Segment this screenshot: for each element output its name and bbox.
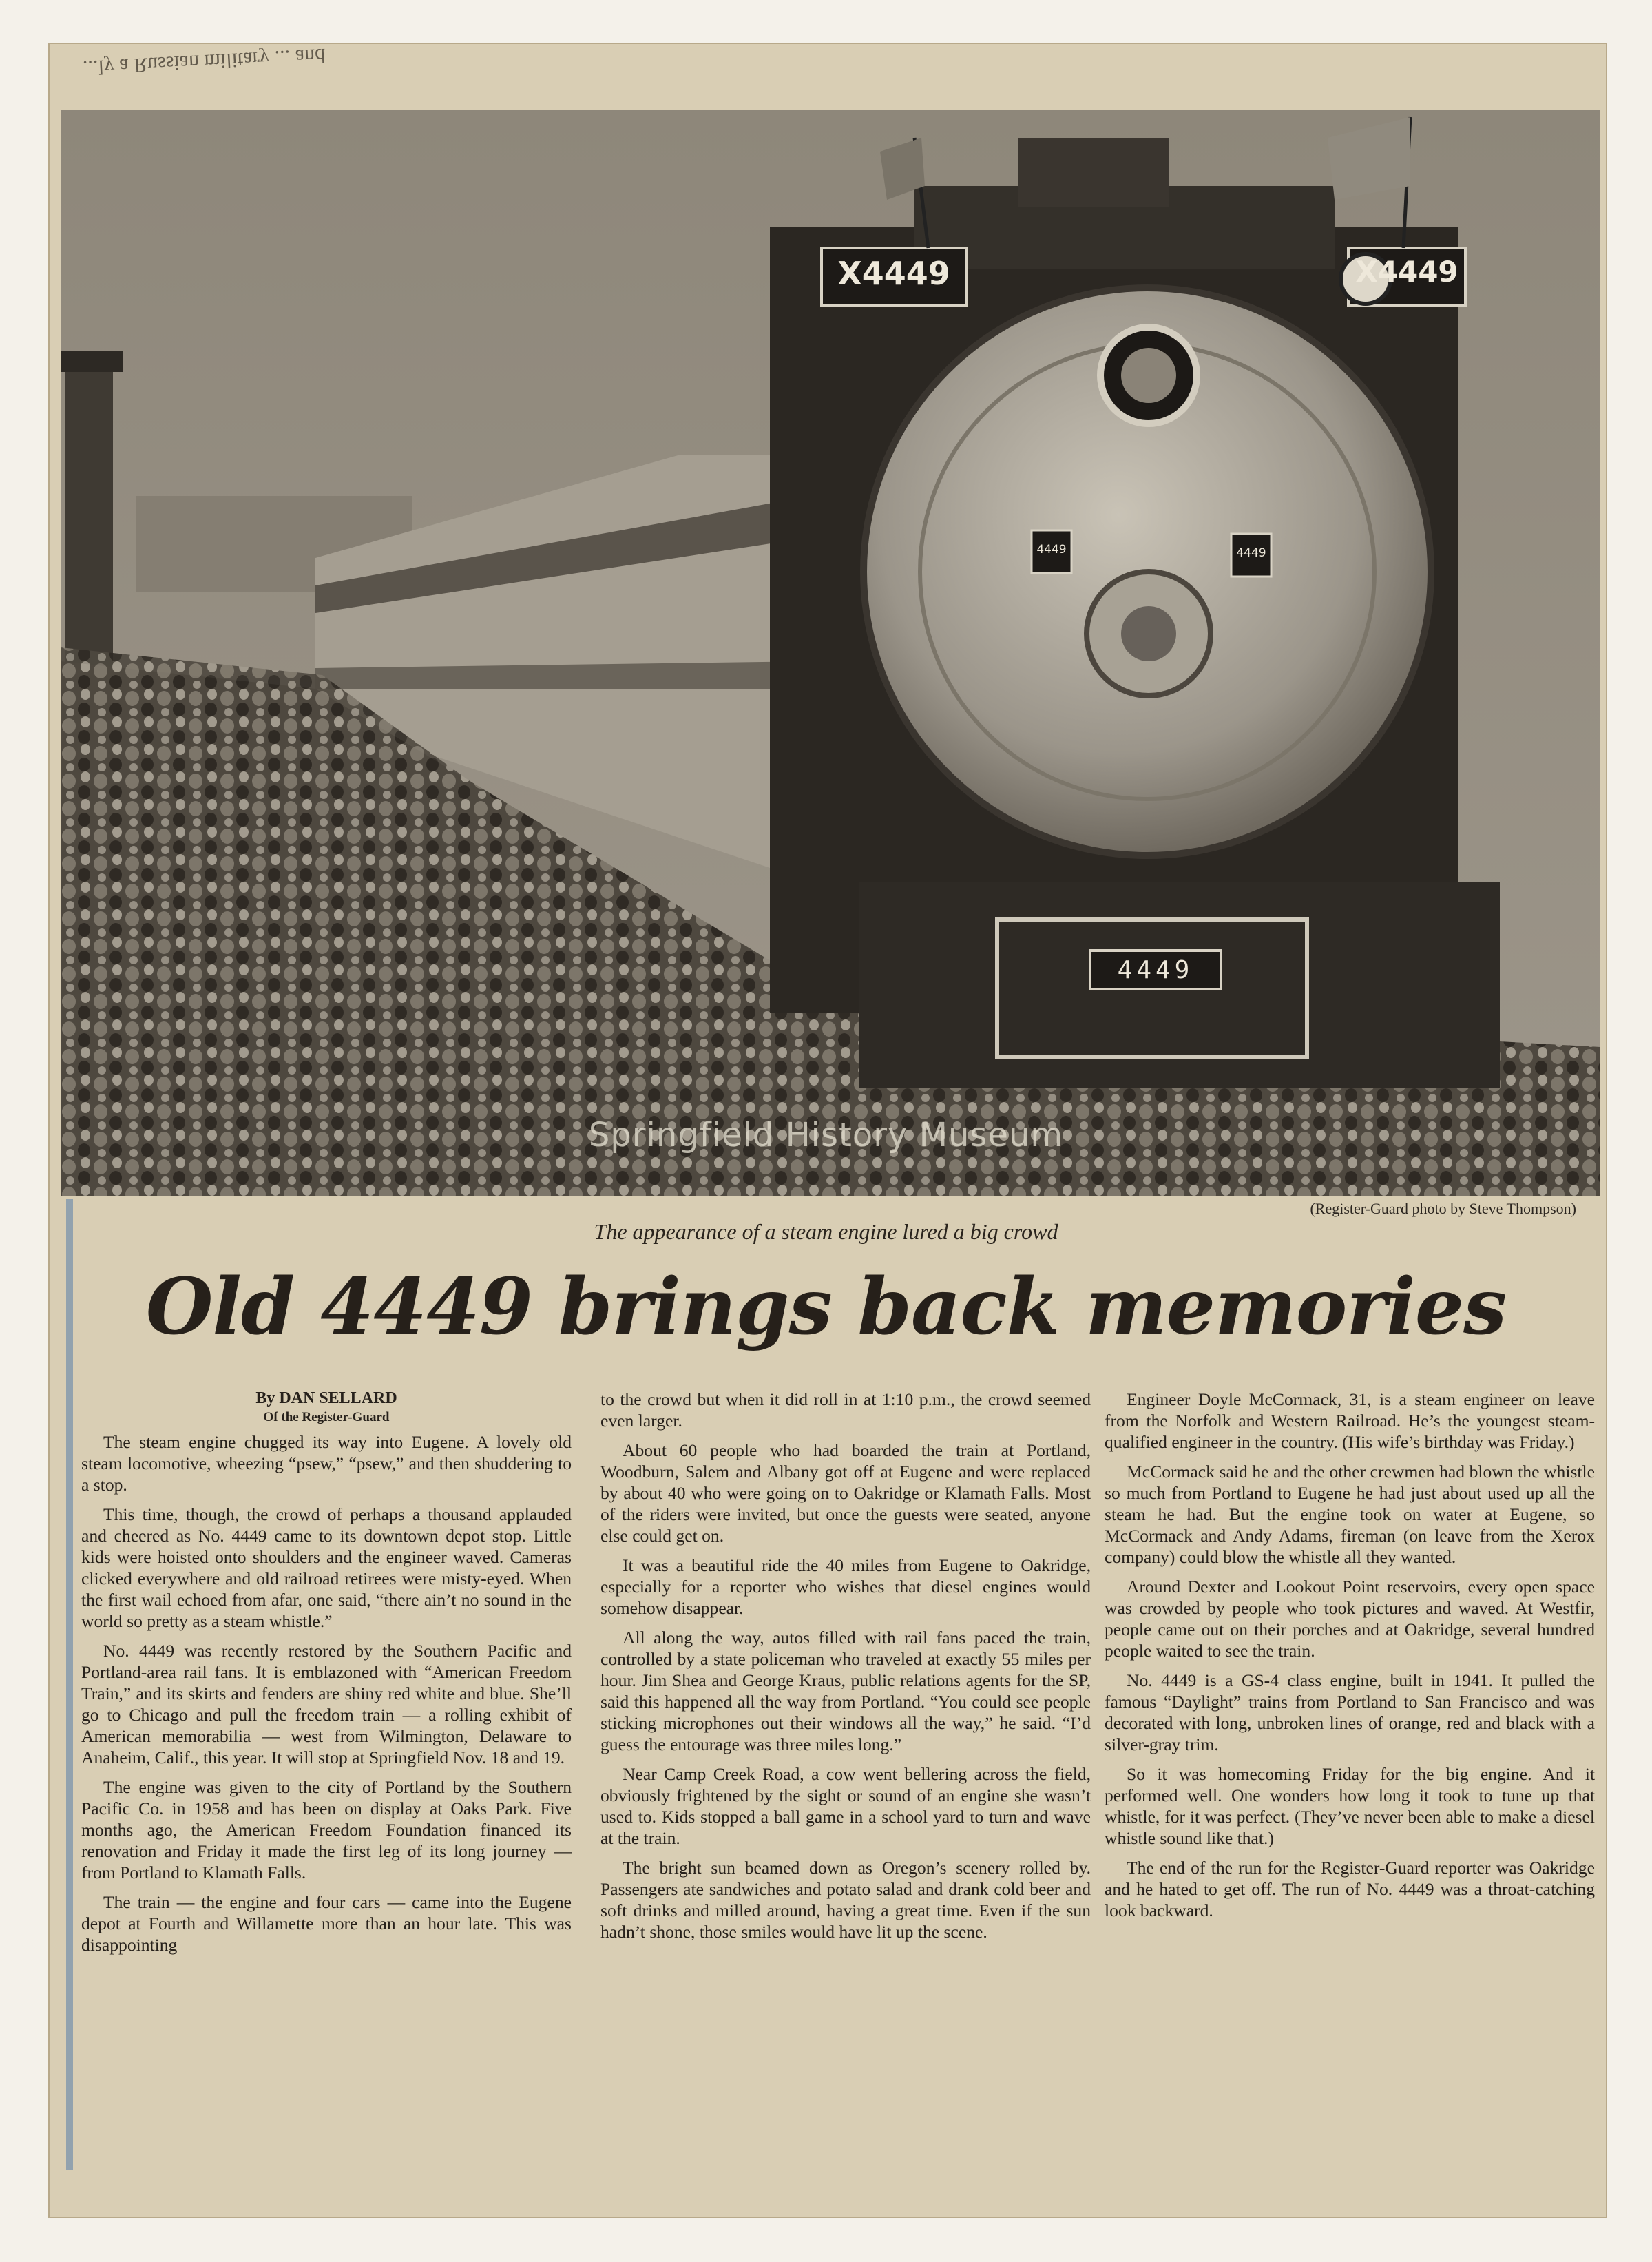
- photo-caption: The appearance of a steam engine lured a big crowd: [594, 1219, 1058, 1244]
- paragraph: So it was homecoming Friday for the big engine. And it performed well. One wonders how long it took to tune up that whistle, for it was perfect. (They’ve never been able to make a diesel whistle sound like that.): [1105, 1764, 1595, 1848]
- number-board-left: X4449: [837, 255, 950, 292]
- article-body: [81, 1389, 1593, 2181]
- paragraph: to the crowd but when it did roll in at 1:10 p.m., the crowd seemed even larger.: [600, 1389, 1091, 1431]
- paragraph: Around Dexter and Lookout Point reservoirs, every open space was crowded by people who took pictures and waved. At Westfir, people came out on their porches and at Oakridge, several hundred people waited to see the train.: [1105, 1577, 1595, 1661]
- paragraph: It was a beautiful ride the 40 miles from Eugene to Oakridge, especially for a reporter who wishes that diesel engines would somehow disappear.: [600, 1555, 1091, 1618]
- paragraph: Near Camp Creek Road, a cow went bellering across the field, obviously frightened by the sight or sound of an engine she wasn’t used to. Kids stopped a ball game in a school yard to turn and wave at the train.: [600, 1764, 1091, 1848]
- scrap-text: ...ly a Russian military ... and: [82, 43, 326, 80]
- number-plate-right: 4449: [1236, 546, 1266, 560]
- paragraph: The end of the run for the Register-Guard reporter was Oakridge and he hated to get off. The run of No. 4449 was a throat-catching look backward.: [1105, 1858, 1595, 1920]
- headline: Old 4449 brings back memories: [145, 1262, 1507, 1352]
- locomotive-photo: [61, 110, 1600, 1196]
- paragraph: No. 4449 was recently restored by the Southern Pacific and Portland-area rail fans. It is emblazoned with “American Freedom Train,” and its skirts and fenders are shiny red white and blue. She’ll go to Chicago and pull the freedom train — a rolling exhibit of American memorabilia — west from Wilmington, Delaware to Anaheim, Calif., this year. It will stop at Springfield Nov. 18 and 19.: [81, 1641, 572, 1767]
- paragraph: No. 4449 is a GS-4 class engine, built in 1941. It pulled the famous “Daylight” trains from Portland to San Francisco and was decorated with long, unbroken lines of orange, red and black with a silver-gray trim.: [1105, 1670, 1595, 1754]
- byline: By DAN SELLARD: [255, 1389, 397, 1407]
- paragraph: All along the way, autos filled with rail fans paced the train, controlled by a state policeman who traveled at exactly 55 miles per hour. Jim Shea and George Kraus, public relations agents for the SP, said this happened all the way from Portland. “You could see people sticking microphones out their windows all the way,” he said. “I’d guess the entourage was three miles long.”: [600, 1628, 1091, 1754]
- paragraph: The steam engine chugged its way into Eugene. A lovely old steam locomotive, wheezing “psew,” “psew,” and then shuddering to a stop.: [81, 1432, 572, 1495]
- paragraph: The engine was given to the city of Portland by the Southern Pacific Co. in 1958 and has been on display at Oaks Park. Five months ago, the American Freedom Foundation financed its renovation and Friday it made the first leg of its long journey — from Portland to Klamath Falls.: [81, 1777, 572, 1882]
- paragraph: McCormack said he and the other crewmen had blown the whistle so much from Portland to Eugene he had just about used up all the steam he had. But the engine took on water at Eugene, so McCormack and Andy Adams, fireman (on leave from the Xerox company) could blow the whistle all they wanted.: [1105, 1462, 1595, 1567]
- pilot-number-plate: 4449: [1117, 956, 1194, 984]
- number-board-right: X4449: [1355, 255, 1458, 289]
- byline-organization: Of the Register-Guard: [263, 1410, 390, 1424]
- paragraph: The bright sun beamed down as Oregon’s scenery rolled by. Passengers ate sandwiches and potato salad and drank cold beer and soft drinks and milled around, having a great time. Even if the sun hadn’t shone, those smiles would have lit up the scene.: [600, 1858, 1091, 1942]
- paragraph: About 60 people who had boarded the train at Portland, Woodburn, Salem and Albany got off at Eugene and were replaced by about 40 who were going on to Oakridge or Klamath Falls. Most of the riders were invited, but once the guests were seated, anyone else could get on.: [600, 1440, 1091, 1546]
- paragraph: This time, though, the crowd of perhaps a thousand applauded and cheered as No. 4449 came to its downtown depot stop. Little kids were hoisted onto shoulders and the engineer waved. Cameras clicked everywhere and old railroad retirees were misty-eyed. When the first wail echoed from afar, one said, “there ain’t no sound in the world so pretty as a steam whistle.”: [81, 1504, 572, 1631]
- number-plate-left: 4449: [1036, 543, 1067, 557]
- article-column-3: [1105, 1389, 1595, 1929]
- museum-watermark: Springfield History Museum: [588, 1116, 1064, 1154]
- article-column-1: [81, 1389, 572, 1964]
- paragraph: The train — the engine and four cars — came into the Eugene depot at Fourth and Willamette more than an hour late. This was disappointing: [81, 1892, 572, 1955]
- article-column-2: [600, 1389, 1091, 1951]
- photo-credit: (Register-Guard photo by Steve Thompson): [1310, 1200, 1576, 1217]
- paragraph: Engineer Doyle McCormack, 31, is a steam engineer on leave from the Norfolk and Western Railroad. He’s the youngest steam-qualified engineer in the country. (His wife’s birthday was Friday.): [1105, 1389, 1595, 1452]
